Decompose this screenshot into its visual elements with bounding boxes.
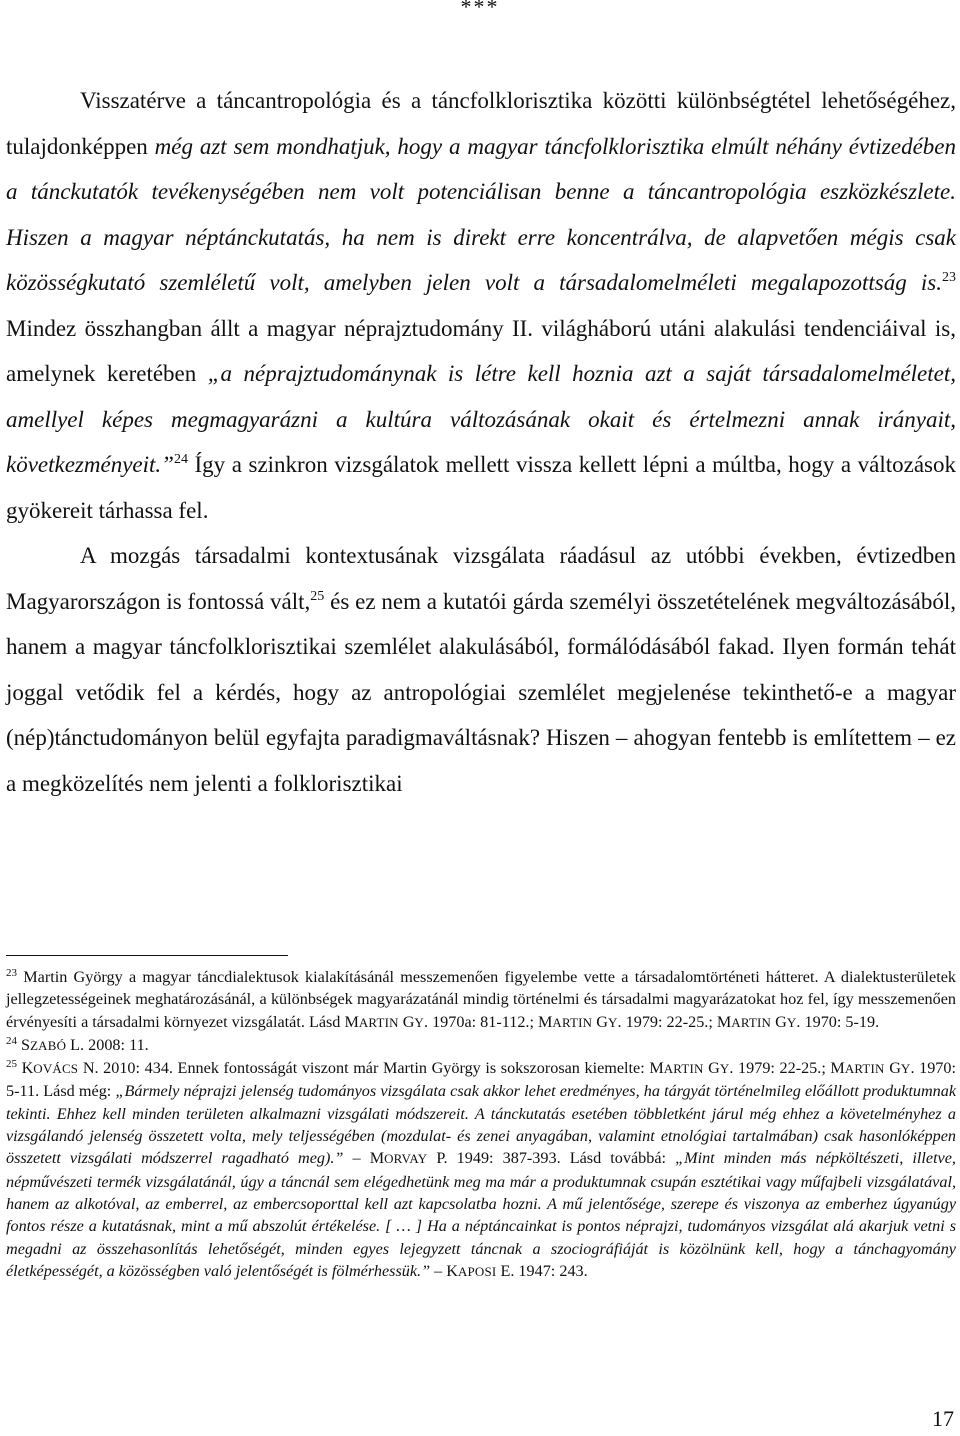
body-text [6,78,956,806]
footnotes [6,966,956,1283]
page-number: 17 [932,1406,954,1431]
footnote-ref-25[interactable]: 25 [310,588,325,604]
footnote-24: $^{24}$ SZABÓ L. 2008: 11. [6,1034,149,1054]
section-ornament: *** [460,0,500,19]
footnote-23: $^{23}$ Martin György a magyar táncdialektusok kialakításánál messzemenően figyelembe vette a társadalomtörténeti hátteret. A dialektusterületek jellegzetességeinek meghatározásánál, a különbségek magyarázatánál mindig történelmi és társadalmi magyarázatokat hoz fel, így messzemenően érvényesíti a társadalmi környezet vizsgálatát. Lásd MARTIN GY. 1970a: 81-112.; MARTIN GY. 1979: 22-25.; MARTIN GY. 1970: 5-19. [6,967,956,1031]
footnote-25: $^{25}$ KOVÁCS N. 2010: 434. Ennek fontosságát viszont már Martin György is sokszorosan kiemelte: MARTIN GY. 1979: 22-25.; MARTIN GY. 1970: 5-11. Lásd még: „Bármely néprajzi jelenség tudományos vizsgálata csak akkor lehet eredményes, ha tárgyát történelmileg előállott produktumnak tekinti. Ehhez kell minden területen alkalmazni vizsgálati módszereit. A tánckutatás esetében többletként járul még ehhez a követelményhez a vizsgálandó jelenség összetett volta, mely teljességében (mozdulat- és zenei anyagában, valamint etnológiai tartalmában) csak hasonlóképpen összetett vizsgálati módszerrel ragadható meg).” – MORVAY P. 1949: 387-393. Lásd továbbá: „Mint minden más népköltészeti, illetve, népművészeti termék vizsgálatánál, úgy a táncnál sem elégedhetünk meg ma már a produktumnak csupán esztétikai vagy műfajbeli vizsgálatával, hanem az alkotóval, az emberrel, az embercsoporttal kell azt kapcsolatba hozni. A mű jelentősége, szerepe és viszonya az emberhez úgyanúgy fontos része a kutatásnak, mint a mű abszolút értékelése. [ … ] Ha a néptáncainkat is pontos néprajzi, tudományos vizsgálat alá akarjuk vetni s megadni az összehasonlítás lehetőségét, minden egyes lejegyzett táncnak a szociográfiáját is közölnünk kell, hogy a tánchagyomány életképességét, a közösségben való jelentőségét is fölmérhessük.” – KAPOSI E. 1947: 243. [6,1058,957,1280]
paragraph-1: Visszatérve a táncantropológia és a táncfolklorisztika közötti különbségtétel lehetőségéhez, tulajdonképpen még azt sem mondhatjuk, hogy a magyar táncfolklorisztika elmúlt néhány évtizedében a tánckutatók tevékenységében nem volt potenciálisan benne a táncantropológia eszközkészlete. Hiszen a magyar néptánckutatás, ha nem is direkt erre koncentrálva, de alapvetően mégis csak közösségkutató szemléletű volt, amelyben jelen volt a társadalomelméleti megalapozottság is.$^{23}$ Mindez összhangban állt a magyar néprajztudomány II. világháború utáni alakulási tendenciáival is, amelynek keretében „a néprajztudománynak is létre kell hoznia azt a saját társadalomelméletet, amellyel képes megmagyarázni a kultúra változásának okait és értelmezni annak irányait, következményeit.”$^{24}$ Így a szinkron vizsgálatok mellett vissza kellett lépni a múltba, hogy a változások gyökereit tárhassa fel. [6,88,957,523]
footnote-ref-23[interactable]: 23 [942,270,956,285]
paragraph-2: A mozgás társadalmi kontextusának vizsgálata ráadásul az utóbbi években, évtizedben Magyarországon is fontossá vált,$^{25}$ és ez nem a kutatói gárda személyi összetételének megváltozásából, hanem a magyar táncfolklorisztikai szemlélet alakulásából, formálódásából fakad. Ilyen formán tehát joggal vetődik fel a kérdés, hogy az antropológiai szemlélet megjelenése tekinthető-e a magyar (nép)tánctudományon belül egyfajta paradigmaváltásnak? Hiszen – ahogyan fentebb is említettem – ez a megközelítés nem jelenti a folklorisztikai [6,543,956,796]
footnote-separator [6,955,288,956]
footnote-ref-24[interactable]: 24 [173,452,188,467]
